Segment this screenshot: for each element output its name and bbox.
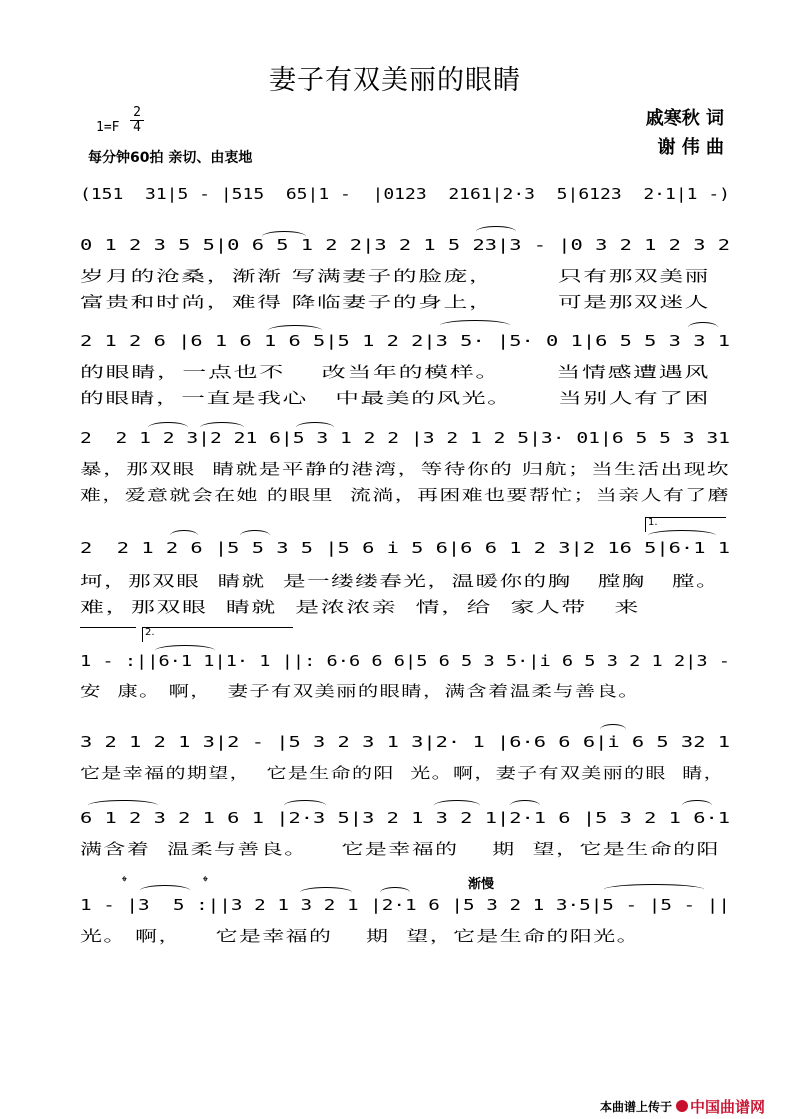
- composer-credit: 谢 伟 曲: [657, 137, 724, 158]
- time-signature-bottom: 4: [130, 120, 144, 135]
- music-row-intro: (151 31|5 - |515 65|1 - |0123 2161|2·3 5|6123 2·1|1 -): [80, 185, 730, 203]
- lyric-row-1b: 富贵和时尚，难得 降临妻子的身上， 可是那双迷人: [80, 293, 710, 311]
- music-row-4: 2 2 1 2 6 |5 5 3 5 |5 6 i 5 6|6 6 1 2 3|2 16 5|6·1 1: [80, 539, 730, 557]
- lyric-row-2a: 的眼睛，一点也不 改当年的模样。 当情感遭遇风: [80, 363, 710, 381]
- volta-2-label: 2.: [145, 627, 155, 638]
- volta-1-label: 1.: [648, 517, 658, 528]
- lyric-row-8: 光。 啊， 它是幸福的 期 望，它是生命的阳光。: [80, 927, 640, 945]
- site-logo-text: 中国曲谱网: [690, 1097, 766, 1116]
- time-signature: [130, 106, 144, 135]
- music-row-3: 2 2 1 2 3|2 21 6|5 3 1 2 2 |3 2 1 2 5|3· 01|6 5 5 3 31: [80, 429, 730, 447]
- slur: [140, 885, 190, 896]
- lyric-row-4a: 坷，那双眼 睛就 是一缕缕春光，温暖你的胸 膛胸 膛。: [80, 572, 720, 590]
- slur: [688, 322, 718, 333]
- music-row-1: 0 1 2 3 5 5|0 6 5 1 2 2|3 2 1 5 23|3 - |0 3 2 1 2 3 2: [80, 236, 730, 254]
- lyric-row-4b: 难，那双眼 睛就 是浓浓亲 情，给 家人带 来: [80, 598, 640, 616]
- lyric-row-2b: 的眼睛，一直是我心 中最美的风光。 当别人有了困: [80, 389, 710, 407]
- slur: [476, 226, 516, 237]
- lyric-row-5: 安 康。 啊， 妻子有双美丽的眼睛，满含着温柔与善良。: [80, 682, 640, 700]
- footer-upload-text: 本曲谱上传于: [600, 1099, 673, 1114]
- slur: [200, 422, 244, 433]
- lyricist-credit: 戚寒秋 词: [645, 108, 724, 129]
- lyric-row-3b: 难，爱意就会在她 的眼里 流淌，再困难也要帮忙；当亲人有了磨: [80, 486, 730, 504]
- slur: [380, 887, 410, 898]
- site-logo[interactable]: [676, 1096, 765, 1117]
- slur: [510, 800, 540, 811]
- lyric-row-6: 它是幸福的期望， 它是生命的阳 光。啊，妻子有双美丽的眼 睛，: [80, 764, 725, 782]
- coda-sign: 𝄌: [122, 874, 127, 890]
- slur: [240, 530, 270, 541]
- slur: [170, 530, 198, 541]
- music-row-8: 1 - |3 5 :||3 2 1 3 2 1 |2·1 6 |5 3 2 1 3·5|5 - |5 - ||: [80, 896, 730, 914]
- volta-1-continuation: [80, 627, 136, 642]
- slur: [600, 724, 626, 735]
- slur: [262, 231, 306, 242]
- music-row-7: 6 1 2 3 2 1 6 1 |2·3 5|3 2 1 3 2 1|2·1 6 |5 3 2 1 6·1: [80, 809, 730, 827]
- slur: [440, 320, 510, 331]
- slur: [268, 325, 322, 336]
- song-title: 妻子有双美丽的眼睛: [269, 65, 521, 96]
- time-signature-top: 2: [133, 105, 141, 120]
- lyric-row-3a: 暴，那双眼 睛就是平静的港湾，等待你的 归航；当生活出现坎: [80, 460, 730, 478]
- music-row-2: 2 1 2 6 |6 1 6 1 6 5|5 1 2 2|3 5· |5· 0 1|6 5 5 3 3 1: [80, 332, 730, 350]
- slur: [296, 422, 334, 433]
- slur: [155, 645, 215, 656]
- volta-2-bracket: [142, 627, 293, 642]
- slur: [682, 800, 712, 811]
- key-signature: 1=F: [96, 120, 120, 135]
- slur: [434, 800, 480, 811]
- coda-sign: 𝄌: [203, 874, 208, 890]
- footer: [600, 1095, 790, 1117]
- ritardando-marking: 渐慢: [468, 877, 495, 892]
- music-row-5: 1 - :||6·1 1|1· 1 ||: 6·6 6 6|5 6 5 3 5·|i 6 5 3 2 1 2|3 -: [80, 652, 730, 670]
- music-row-6: 3 2 1 2 1 3|2 - |5 3 2 3 1 3|2· 1 |6·6 6 6|i 6 5 32 1: [80, 733, 730, 751]
- tempo-marking: 每分钟60拍 亲切、由衷地: [88, 150, 253, 166]
- slur: [604, 884, 704, 895]
- slur: [148, 422, 188, 433]
- slur: [284, 800, 326, 811]
- slur: [88, 800, 158, 811]
- slur: [300, 887, 352, 898]
- lyric-row-1a: 岁月的沧桑，渐渐 写满妻子的脸庞， 只有那双美丽: [80, 267, 710, 285]
- logo-icon: [676, 1100, 688, 1112]
- lyric-row-7: 满含着 温柔与善良。 它是幸福的 期 望，它是生命的阳: [80, 840, 720, 858]
